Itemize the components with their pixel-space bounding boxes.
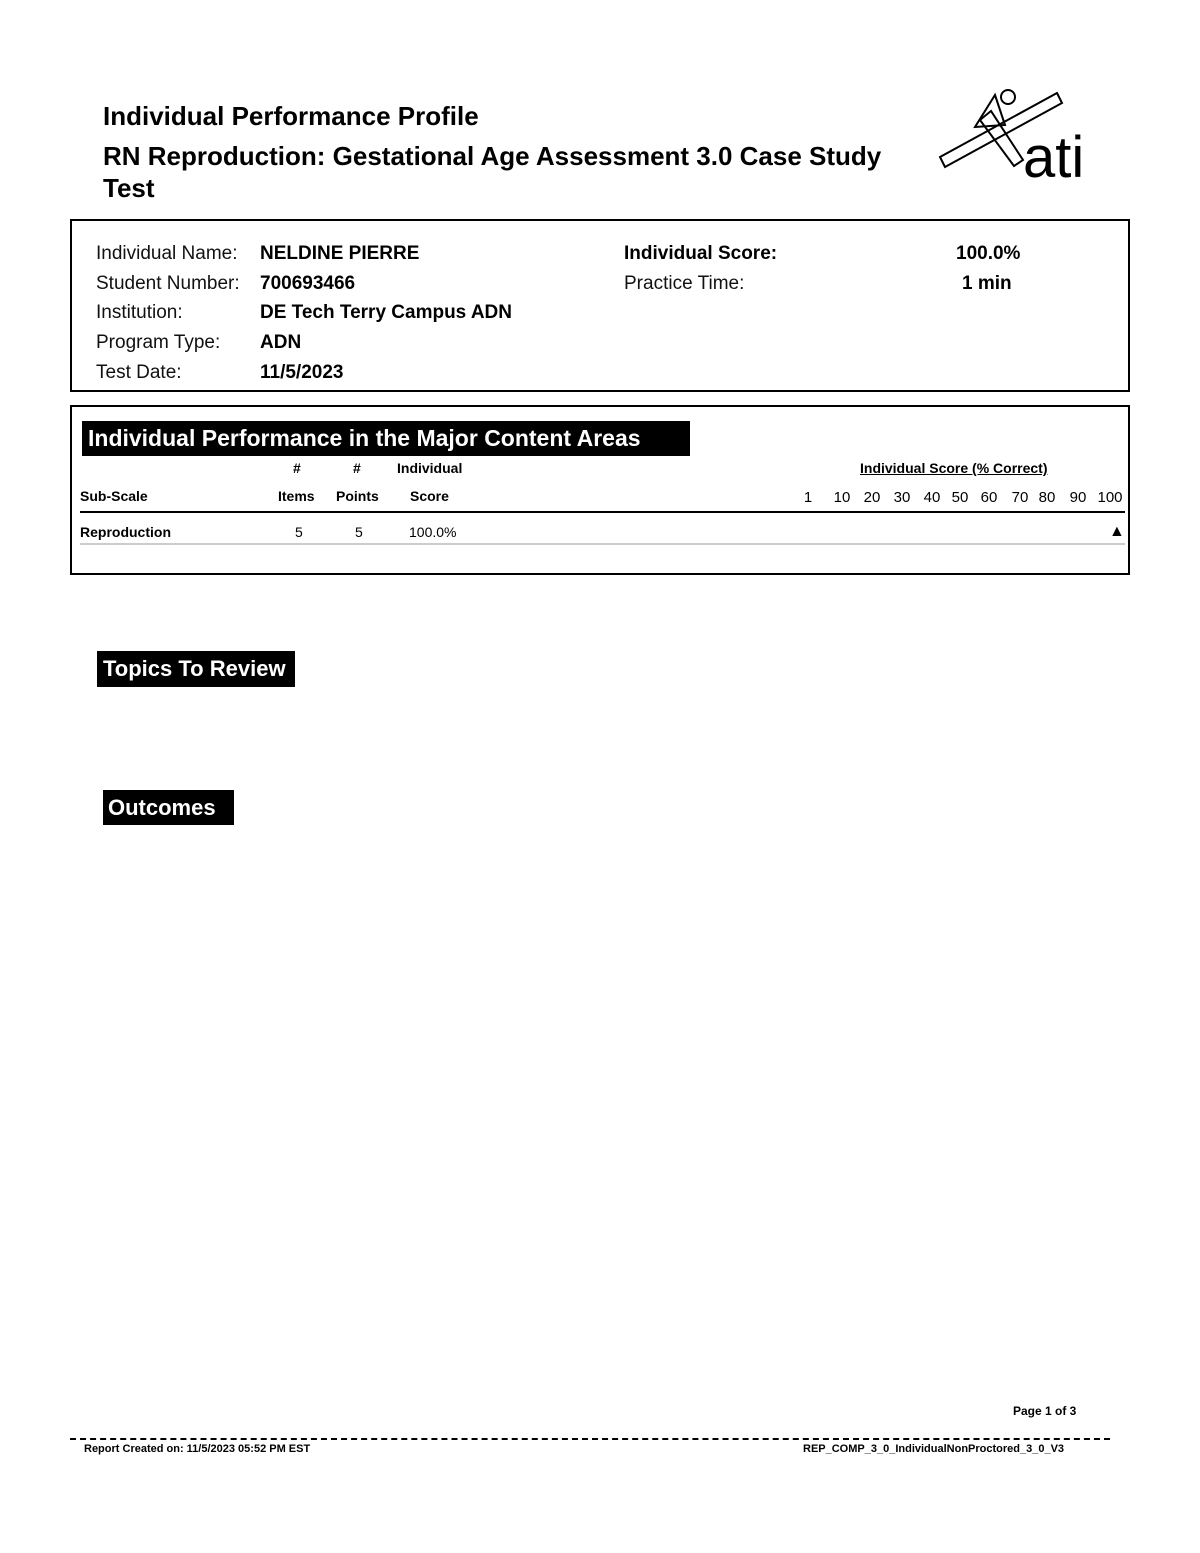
page-title: Individual Performance Profile	[103, 101, 479, 131]
ati-logo-icon	[935, 85, 1110, 185]
scale-tick: 80	[1038, 489, 1056, 506]
scale-tick: 100	[1097, 489, 1123, 506]
scale-tick: 70	[1011, 489, 1029, 506]
student-number-label: Student Number:	[96, 273, 240, 294]
points-header-hash: #	[353, 460, 361, 476]
page-number: Page 1 of 3	[1013, 1404, 1077, 1418]
scale-tick: 30	[893, 489, 911, 506]
individual-score: 100.0%	[956, 243, 1021, 264]
items-count: 5	[295, 524, 303, 540]
logo-wordmark: ati	[1023, 125, 1085, 185]
individual-score-label: Individual Score:	[624, 243, 778, 264]
scale-tick: 50	[951, 489, 969, 506]
report-created: Report Created on: 11/5/2023 05:52 PM EST	[84, 1443, 311, 1455]
scale-tick: 10	[833, 489, 851, 506]
items-header: Items	[278, 488, 315, 504]
scale-tick: 90	[1069, 489, 1087, 506]
test-name: RN Reproduction: Gestational Age Assessment 3.0 Case Study Test	[103, 141, 882, 203]
topics-to-review-heading: Topics To Review	[97, 651, 295, 687]
score-header: Score	[410, 488, 449, 504]
practice-time-label: Practice Time:	[624, 273, 745, 294]
content-areas-heading: Individual Performance in the Major Content Areas	[82, 421, 690, 456]
institution: DE Tech Terry Campus ADN	[260, 302, 512, 323]
points-header: Points	[336, 488, 379, 504]
program-type-label: Program Type:	[96, 332, 221, 353]
scale-tick: 40	[923, 489, 941, 506]
institution-label: Institution:	[96, 302, 183, 323]
footer-divider	[70, 1438, 1110, 1440]
program-type: ADN	[260, 332, 302, 353]
points-count: 5	[355, 524, 363, 540]
test-date: 11/5/2023	[260, 362, 344, 383]
test-date-label: Test Date:	[96, 362, 182, 383]
chart-title: Individual Score (% Correct)	[860, 460, 1048, 476]
name-label: Individual Name:	[96, 243, 238, 264]
report-id: REP_COMP_3_0_IndividualNonProctored_3_0_V3	[803, 1443, 1065, 1455]
scale-tick: 1	[803, 489, 813, 506]
subscale-header: Sub-Scale	[80, 488, 148, 504]
items-header-hash: #	[293, 460, 301, 476]
scale-tick: 60	[980, 489, 998, 506]
student-name: NELDINE PIERRE	[260, 243, 420, 264]
subscale-score: 100.0%	[409, 524, 457, 540]
score-marker-icon: ▲	[1109, 523, 1125, 540]
ati-logo	[935, 85, 1110, 185]
table-header-rule	[80, 511, 1125, 513]
score-header-top: Individual	[397, 460, 463, 476]
outcomes-heading: Outcomes	[103, 790, 234, 825]
table-row-rule	[80, 543, 1125, 545]
practice-time: 1 min	[962, 273, 1012, 294]
scale-tick: 20	[863, 489, 881, 506]
student-number: 700693466	[260, 273, 356, 294]
subscale-name: Reproduction	[80, 524, 171, 540]
